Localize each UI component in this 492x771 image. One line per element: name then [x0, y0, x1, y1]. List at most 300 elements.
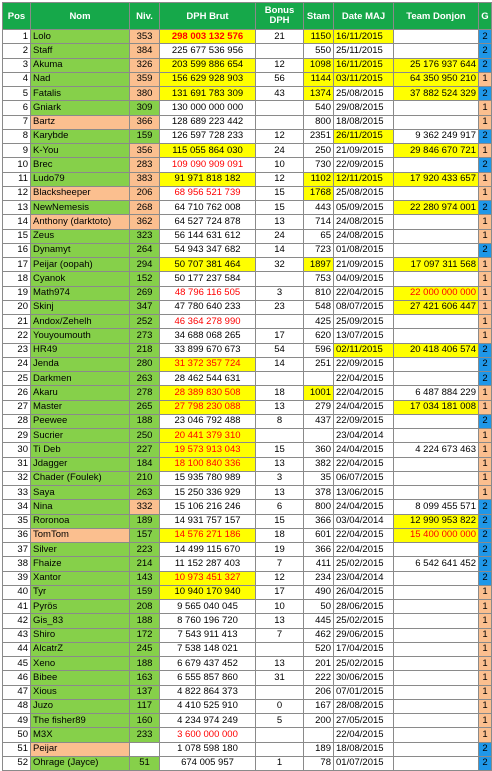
- cell-bonus: [256, 642, 304, 656]
- cell-nom: Xious: [31, 685, 130, 699]
- cell-stam: [304, 372, 334, 386]
- cell-niv: 208: [130, 600, 160, 614]
- table-row: [3, 386, 492, 400]
- table-row: [3, 357, 492, 371]
- cell-stam: 800: [304, 115, 334, 129]
- cell-date: 16/11/2015: [334, 30, 394, 44]
- cell-stam: 382: [304, 457, 334, 471]
- cell-pos: 51: [3, 742, 31, 756]
- header-dph: DPH Brut: [160, 3, 256, 30]
- cell-team: 17 097 311 568: [394, 258, 479, 272]
- cell-date: 22/04/2015: [334, 386, 394, 400]
- cell-dph: 47 780 640 233: [160, 300, 256, 314]
- header-nom: Nom: [31, 3, 130, 30]
- cell-bonus: 14: [256, 357, 304, 371]
- cell-date: 24/08/2015: [334, 229, 394, 243]
- cell-niv: 184: [130, 457, 160, 471]
- table-row: [3, 129, 492, 143]
- cell-nom: Fhaize: [31, 557, 130, 571]
- cell-team: [394, 101, 479, 115]
- cell-group: 1: [479, 628, 492, 642]
- cell-pos: 16: [3, 243, 31, 257]
- cell-bonus: 19: [256, 543, 304, 557]
- cell-nom: Bartz: [31, 115, 130, 129]
- cell-date: 22/09/2015: [334, 158, 394, 172]
- cell-date: 24/08/2015: [334, 215, 394, 229]
- cell-date: 25/02/2015: [334, 657, 394, 671]
- cell-nom: Blacksheeper: [31, 186, 130, 200]
- cell-dph: 10 973 451 327: [160, 571, 256, 585]
- cell-nom: Jdagger: [31, 457, 130, 471]
- cell-date: 22/09/2015: [334, 414, 394, 428]
- cell-group: 1: [479, 429, 492, 443]
- cell-pos: 48: [3, 699, 31, 713]
- cell-bonus: 12: [256, 58, 304, 72]
- cell-team: [394, 657, 479, 671]
- cell-niv: 280: [130, 357, 160, 371]
- cell-dph: 19 573 913 043: [160, 443, 256, 457]
- cell-team: [394, 357, 479, 371]
- cell-bonus: 7: [256, 557, 304, 571]
- cell-pos: 22: [3, 329, 31, 343]
- cell-group: 1: [479, 728, 492, 742]
- table-row: [3, 742, 492, 756]
- cell-nom: Dynamyt: [31, 243, 130, 257]
- cell-pos: 11: [3, 172, 31, 186]
- cell-dph: 14 576 271 186: [160, 528, 256, 542]
- table-row: [3, 272, 492, 286]
- cell-team: 20 418 406 574: [394, 343, 479, 357]
- cell-team: 8 099 455 571: [394, 500, 479, 514]
- cell-bonus: 12: [256, 129, 304, 143]
- cell-nom: Staff: [31, 44, 130, 58]
- cell-team: [394, 272, 479, 286]
- cell-date: 25/02/2015: [334, 557, 394, 571]
- cell-dph: 68 956 521 739: [160, 186, 256, 200]
- cell-group: 2: [479, 528, 492, 542]
- table-row: [3, 286, 492, 300]
- cell-team: [394, 728, 479, 742]
- cell-team: [394, 186, 479, 200]
- cell-dph: 28 462 544 631: [160, 372, 256, 386]
- cell-nom: Ohrage (Jayce): [31, 756, 130, 770]
- cell-dph: 4 822 864 373: [160, 685, 256, 699]
- cell-team: 6 542 641 452: [394, 557, 479, 571]
- cell-nom: Jenda: [31, 357, 130, 371]
- cell-nom: The fisher89: [31, 714, 130, 728]
- cell-dph: 156 629 928 903: [160, 72, 256, 86]
- cell-niv: 353: [130, 30, 160, 44]
- table-row: [3, 614, 492, 628]
- cell-nom: Nina: [31, 500, 130, 514]
- cell-date: 25/02/2015: [334, 614, 394, 628]
- cell-group: 2: [479, 243, 492, 257]
- cell-date: 25/11/2015: [334, 44, 394, 58]
- cell-pos: 3: [3, 58, 31, 72]
- cell-group: 2: [479, 756, 492, 770]
- cell-group: 1: [479, 657, 492, 671]
- cell-nom: Roronoa: [31, 514, 130, 528]
- cell-stam: 548: [304, 300, 334, 314]
- cell-stam: 437: [304, 414, 334, 428]
- cell-group: 2: [479, 44, 492, 58]
- cell-pos: 26: [3, 386, 31, 400]
- cell-dph: 4 410 525 910: [160, 699, 256, 713]
- cell-bonus: [256, 272, 304, 286]
- cell-group: 1: [479, 115, 492, 129]
- cell-team: [394, 671, 479, 685]
- cell-date: 24/04/2015: [334, 443, 394, 457]
- cell-stam: 601: [304, 528, 334, 542]
- cell-pos: 38: [3, 557, 31, 571]
- cell-bonus: 0: [256, 699, 304, 713]
- cell-bonus: 6: [256, 500, 304, 514]
- header-g: G: [479, 3, 492, 30]
- cell-bonus: 18: [256, 386, 304, 400]
- cell-niv: 159: [130, 585, 160, 599]
- cell-niv: 51: [130, 756, 160, 770]
- cell-pos: 23: [3, 343, 31, 357]
- cell-bonus: [256, 115, 304, 129]
- cell-niv: 218: [130, 343, 160, 357]
- table-row: [3, 201, 492, 215]
- header-pos: Pos: [3, 3, 31, 30]
- cell-niv: 278: [130, 386, 160, 400]
- cell-dph: 14 931 757 157: [160, 514, 256, 528]
- cell-bonus: [256, 44, 304, 58]
- cell-dph: 674 005 957: [160, 756, 256, 770]
- cell-date: 22/04/2015: [334, 372, 394, 386]
- cell-bonus: [256, 728, 304, 742]
- cell-pos: 2: [3, 44, 31, 58]
- cell-stam: 411: [304, 557, 334, 571]
- cell-nom: Ludo79: [31, 172, 130, 186]
- cell-group: 1: [479, 272, 492, 286]
- cell-bonus: 21: [256, 30, 304, 44]
- cell-bonus: [256, 429, 304, 443]
- cell-dph: 15 935 780 989: [160, 471, 256, 485]
- cell-pos: 50: [3, 728, 31, 742]
- table-row: [3, 172, 492, 186]
- table-row: [3, 657, 492, 671]
- table-row: [3, 543, 492, 557]
- cell-group: 1: [479, 400, 492, 414]
- cell-team: [394, 699, 479, 713]
- cell-stam: 167: [304, 699, 334, 713]
- cell-group: 2: [479, 58, 492, 72]
- cell-stam: 206: [304, 685, 334, 699]
- cell-bonus: 24: [256, 229, 304, 243]
- cell-bonus: [256, 372, 304, 386]
- cell-niv: 206: [130, 186, 160, 200]
- cell-group: 2: [479, 543, 492, 557]
- cell-team: [394, 315, 479, 329]
- cell-niv: 160: [130, 714, 160, 728]
- cell-group: 1: [479, 101, 492, 115]
- cell-date: 21/09/2015: [334, 144, 394, 158]
- cell-niv: 223: [130, 543, 160, 557]
- cell-niv: 273: [130, 329, 160, 343]
- cell-stam: 462: [304, 628, 334, 642]
- table-row: [3, 186, 492, 200]
- cell-bonus: 15: [256, 201, 304, 215]
- cell-pos: 30: [3, 443, 31, 457]
- cell-nom: Master: [31, 400, 130, 414]
- cell-team: 64 350 950 210: [394, 72, 479, 86]
- cell-stam: 723: [304, 243, 334, 257]
- header-row: [3, 3, 492, 30]
- cell-dph: 54 943 347 682: [160, 243, 256, 257]
- cell-stam: 520: [304, 642, 334, 656]
- cell-niv: 152: [130, 272, 160, 286]
- cell-niv: 172: [130, 628, 160, 642]
- cell-pos: 24: [3, 357, 31, 371]
- cell-date: 25/09/2015: [334, 315, 394, 329]
- cell-nom: Akaru: [31, 386, 130, 400]
- cell-nom: Gniark: [31, 101, 130, 115]
- cell-team: [394, 243, 479, 257]
- cell-dph: 10 940 170 940: [160, 585, 256, 599]
- cell-niv: 323: [130, 229, 160, 243]
- cell-bonus: 18: [256, 528, 304, 542]
- cell-team: [394, 714, 479, 728]
- cell-team: [394, 642, 479, 656]
- cell-group: 1: [479, 329, 492, 343]
- cell-niv: 366: [130, 115, 160, 129]
- cell-date: 18/08/2015: [334, 742, 394, 756]
- cell-dph: 298 003 132 576: [160, 30, 256, 44]
- cell-dph: 115 055 864 030: [160, 144, 256, 158]
- cell-group: 2: [479, 372, 492, 386]
- cell-bonus: 23: [256, 300, 304, 314]
- cell-nom: Peewee: [31, 414, 130, 428]
- cell-dph: 28 389 830 508: [160, 386, 256, 400]
- cell-group: 1: [479, 600, 492, 614]
- cell-dph: 126 597 728 233: [160, 129, 256, 143]
- cell-nom: Fatalis: [31, 87, 130, 101]
- cell-pos: 14: [3, 215, 31, 229]
- cell-stam: 360: [304, 443, 334, 457]
- cell-dph: 9 565 040 045: [160, 600, 256, 614]
- cell-pos: 21: [3, 315, 31, 329]
- cell-stam: 1150: [304, 30, 334, 44]
- table-row: [3, 514, 492, 528]
- cell-group: 2: [479, 500, 492, 514]
- cell-pos: 40: [3, 585, 31, 599]
- cell-niv: 263: [130, 486, 160, 500]
- cell-dph: 50 707 381 464: [160, 258, 256, 272]
- cell-date: 22/04/2015: [334, 543, 394, 557]
- cell-date: 25/08/2015: [334, 186, 394, 200]
- cell-team: [394, 30, 479, 44]
- cell-dph: 131 691 783 309: [160, 87, 256, 101]
- cell-group: 1: [479, 642, 492, 656]
- cell-pos: 45: [3, 657, 31, 671]
- cell-group: 1: [479, 144, 492, 158]
- cell-pos: 49: [3, 714, 31, 728]
- cell-bonus: 43: [256, 87, 304, 101]
- cell-bonus: 56: [256, 72, 304, 86]
- cell-pos: 27: [3, 400, 31, 414]
- cell-dph: 1 078 598 180: [160, 742, 256, 756]
- cell-niv: [130, 742, 160, 756]
- cell-date: 07/01/2015: [334, 685, 394, 699]
- cell-date: 26/11/2015: [334, 129, 394, 143]
- cell-nom: Zeus: [31, 229, 130, 243]
- cell-stam: 366: [304, 543, 334, 557]
- cell-group: 1: [479, 215, 492, 229]
- cell-team: [394, 543, 479, 557]
- cell-date: 03/11/2015: [334, 72, 394, 86]
- cell-group: 2: [479, 343, 492, 357]
- cell-niv: 294: [130, 258, 160, 272]
- cell-bonus: 17: [256, 329, 304, 343]
- cell-pos: 36: [3, 528, 31, 542]
- table-row: [3, 343, 492, 357]
- cell-bonus: [256, 101, 304, 115]
- table-row: [3, 372, 492, 386]
- cell-group: 1: [479, 585, 492, 599]
- table-row: [3, 714, 492, 728]
- table-row: [3, 315, 492, 329]
- cell-bonus: 13: [256, 486, 304, 500]
- cell-team: [394, 429, 479, 443]
- header-team: Team Donjon: [394, 3, 479, 30]
- cell-date: 29/06/2015: [334, 628, 394, 642]
- cell-team: [394, 742, 479, 756]
- cell-team: 17 920 433 657: [394, 172, 479, 186]
- cell-group: 1: [479, 229, 492, 243]
- table-row: [3, 699, 492, 713]
- cell-stam: 222: [304, 671, 334, 685]
- cell-group: 1: [479, 258, 492, 272]
- cell-dph: 8 760 196 720: [160, 614, 256, 628]
- cell-team: [394, 329, 479, 343]
- cell-niv: 159: [130, 129, 160, 143]
- cell-pos: 9: [3, 144, 31, 158]
- cell-stam: 1001: [304, 386, 334, 400]
- cell-group: 1: [479, 286, 492, 300]
- table-row: [3, 571, 492, 585]
- cell-pos: 47: [3, 685, 31, 699]
- cell-stam: 35: [304, 471, 334, 485]
- cell-dph: 15 250 336 929: [160, 486, 256, 500]
- cell-date: 21/09/2015: [334, 258, 394, 272]
- cell-dph: 91 971 818 182: [160, 172, 256, 186]
- cell-team: [394, 215, 479, 229]
- cell-pos: 31: [3, 457, 31, 471]
- cell-nom: Ti Deb: [31, 443, 130, 457]
- table-row: [3, 329, 492, 343]
- cell-nom: Saya: [31, 486, 130, 500]
- cell-dph: 64 710 762 008: [160, 201, 256, 215]
- cell-pos: 18: [3, 272, 31, 286]
- cell-team: [394, 229, 479, 243]
- cell-bonus: 3: [256, 286, 304, 300]
- cell-pos: 4: [3, 72, 31, 86]
- cell-date: 16/11/2015: [334, 58, 394, 72]
- cell-group: 1: [479, 172, 492, 186]
- cell-nom: Youyoumouth: [31, 329, 130, 343]
- cell-dph: 6 679 437 452: [160, 657, 256, 671]
- table-row: [3, 229, 492, 243]
- cell-bonus: 31: [256, 671, 304, 685]
- cell-bonus: 15: [256, 514, 304, 528]
- table-row: [3, 756, 492, 770]
- cell-stam: 200: [304, 714, 334, 728]
- cell-team: 29 846 670 721: [394, 144, 479, 158]
- cell-group: 1: [479, 315, 492, 329]
- cell-stam: 366: [304, 514, 334, 528]
- cell-stam: 730: [304, 158, 334, 172]
- cell-date: 18/08/2015: [334, 115, 394, 129]
- cell-dph: 34 688 068 265: [160, 329, 256, 343]
- cell-stam: 540: [304, 101, 334, 115]
- cell-date: 02/11/2015: [334, 343, 394, 357]
- cell-stam: 1144: [304, 72, 334, 86]
- cell-stam: 78: [304, 756, 334, 770]
- cell-dph: 33 899 670 673: [160, 343, 256, 357]
- cell-team: [394, 115, 479, 129]
- cell-team: [394, 685, 479, 699]
- cell-date: 04/09/2015: [334, 272, 394, 286]
- table-row: [3, 471, 492, 485]
- cell-stam: 1768: [304, 186, 334, 200]
- cell-date: 13/06/2015: [334, 486, 394, 500]
- table-row: [3, 457, 492, 471]
- table-row: [3, 600, 492, 614]
- cell-pos: 20: [3, 300, 31, 314]
- cell-bonus: 12: [256, 571, 304, 585]
- cell-group: 2: [479, 557, 492, 571]
- cell-stam: 800: [304, 500, 334, 514]
- cell-nom: Gis_83: [31, 614, 130, 628]
- cell-pos: 25: [3, 372, 31, 386]
- cell-stam: [304, 728, 334, 742]
- cell-nom: Xantor: [31, 571, 130, 585]
- cell-niv: 359: [130, 72, 160, 86]
- cell-stam: 445: [304, 614, 334, 628]
- cell-pos: 8: [3, 129, 31, 143]
- cell-nom: Bibee: [31, 671, 130, 685]
- cell-niv: 210: [130, 471, 160, 485]
- cell-group: 2: [479, 87, 492, 101]
- cell-stam: 596: [304, 343, 334, 357]
- table-body: [3, 30, 492, 771]
- cell-dph: 7 543 911 413: [160, 628, 256, 642]
- cell-nom: HR49: [31, 343, 130, 357]
- table-row: [3, 429, 492, 443]
- cell-niv: 265: [130, 400, 160, 414]
- cell-team: 12 990 953 822: [394, 514, 479, 528]
- table-row: [3, 585, 492, 599]
- cell-nom: Pyrös: [31, 600, 130, 614]
- table-row: [3, 101, 492, 115]
- cell-niv: 214: [130, 557, 160, 571]
- cell-team: 22 280 974 001: [394, 201, 479, 215]
- cell-dph: 18 100 840 336: [160, 457, 256, 471]
- cell-niv: 233: [130, 728, 160, 742]
- cell-nom: Andox/Zehelh: [31, 315, 130, 329]
- cell-dph: 20 441 379 310: [160, 429, 256, 443]
- cell-dph: 128 689 223 442: [160, 115, 256, 129]
- cell-pos: 32: [3, 471, 31, 485]
- cell-date: 30/06/2015: [334, 671, 394, 685]
- cell-team: [394, 471, 479, 485]
- table-row: [3, 500, 492, 514]
- table-row: [3, 414, 492, 428]
- header-niv: Niv.: [130, 3, 160, 30]
